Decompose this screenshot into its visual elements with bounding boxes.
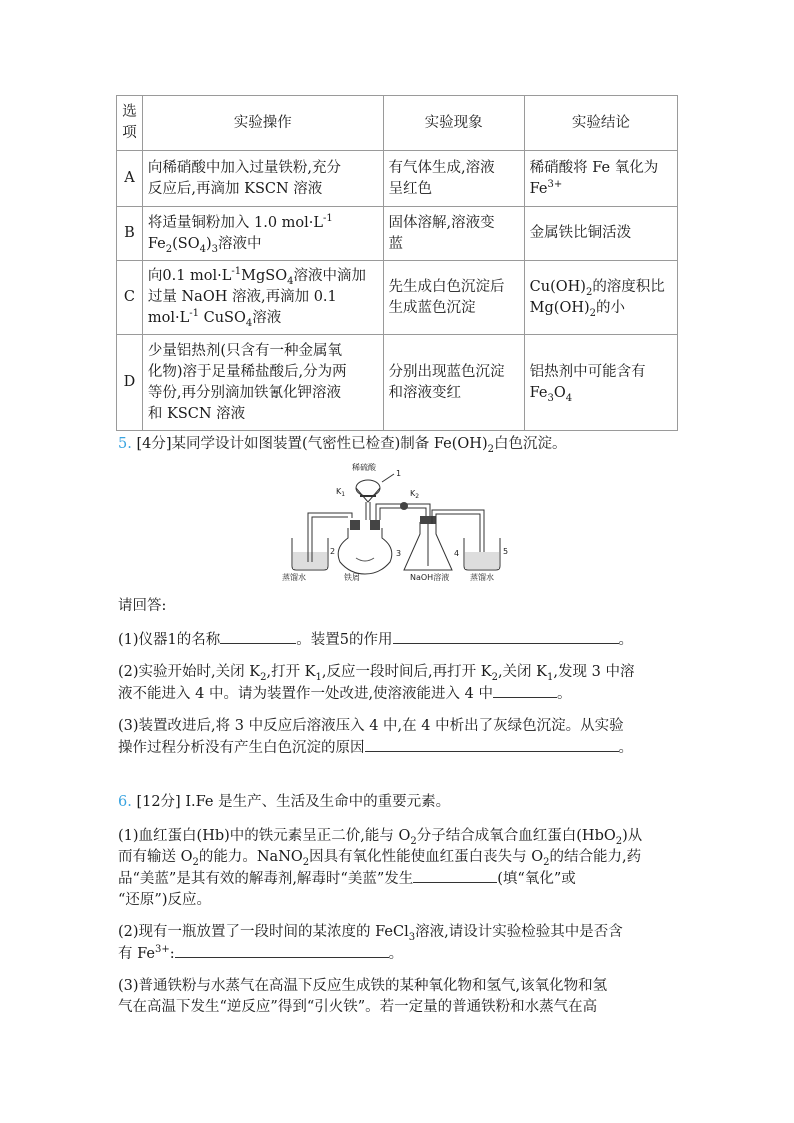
conclusion-line: 稀硝酸将 Fe 氧化为 — [529, 159, 659, 176]
phenomenon-line: 蓝 — [388, 235, 404, 252]
phenomenon-line: 生成蓝色沉淀 — [388, 299, 476, 316]
flask-4 — [404, 516, 459, 582]
formula-part: ) — [205, 235, 212, 252]
operation-text: MgSO — [241, 268, 288, 284]
q5-stem — [118, 434, 678, 455]
row-conclusion — [524, 261, 677, 335]
conclusion-text: Mg(OH) — [529, 299, 590, 316]
operation-text: mol·L — [147, 310, 190, 326]
q5-part3-text: 操作过程分析没有产生白色沉淀的原因 — [118, 740, 365, 756]
row-phenomenon — [383, 261, 524, 335]
operation-line: 向稀硝酸中加入过量铁粉,充分 — [147, 159, 341, 176]
row-operation — [142, 335, 383, 431]
q6-part2-text: 有 Fe — [118, 946, 155, 962]
label-k1 — [336, 487, 345, 498]
superscript: -1 — [189, 308, 199, 320]
subscript: 2 — [585, 286, 593, 298]
row-key: D — [117, 335, 143, 431]
operation-line — [148, 213, 378, 234]
row-phenomenon — [383, 335, 524, 431]
row-key: C — [117, 261, 143, 335]
q6-part1-text: 品“美蓝”是其有效的解毒剂,解毒时“美蓝”发生 — [118, 871, 414, 887]
k1-sub: 1 — [341, 491, 346, 498]
conclusion-line — [530, 179, 672, 200]
stopper-4 — [420, 516, 436, 524]
operation-text: CuSO — [199, 310, 246, 326]
row-conclusion — [524, 151, 677, 207]
q5-part1-end: 。 — [618, 632, 633, 648]
phenomenon-line: 分别出现蓝色沉淀 — [388, 363, 505, 380]
header-option — [117, 96, 143, 151]
beaker-water — [293, 552, 327, 569]
subscript: 4 — [565, 392, 573, 404]
operation-line: 少量铝热剂(只含有一种金属氧 — [147, 342, 343, 359]
q5-stem-text: 白色沉淀。 — [493, 436, 567, 452]
q6-part1-text: 而有输送 O — [118, 849, 193, 865]
label-k2 — [410, 489, 419, 500]
q6-number: 6. — [118, 794, 132, 810]
row-phenomenon — [383, 207, 524, 261]
q5-part3 — [118, 716, 678, 759]
charge: 3+ — [547, 178, 563, 190]
operation-text: 溶液中滴加 — [293, 268, 366, 284]
q5-part2-text: ,关闭 K — [497, 664, 548, 680]
q6-part1-text: 的能力。NaNO — [198, 849, 303, 865]
formula-part: Fe — [147, 235, 166, 252]
table-row — [117, 151, 678, 207]
q6-part3 — [118, 976, 678, 1018]
label-3: 3 — [396, 549, 402, 558]
label-1: 1 — [396, 469, 402, 478]
q5-stem-text: [4分]某同学设计如图装置(气密性已检查)制备 Fe(OH) — [131, 436, 488, 452]
conclusion-text: Cu(OH) — [529, 278, 586, 295]
q6-stem — [118, 792, 678, 813]
row-phenomenon — [383, 151, 524, 207]
answer-blank[interactable] — [393, 629, 619, 644]
q5-part2-end: 。 — [557, 686, 572, 702]
table-header-row — [117, 96, 678, 151]
q5-part3-text: (3)装置改进后,将 3 中反应后溶液压入 4 中,在 4 中析出了灰绿色沉淀。从实验 — [118, 718, 624, 734]
conclusion-line — [530, 277, 672, 298]
row-operation — [142, 261, 383, 335]
phenomenon-line: 固体溶解,溶液变 — [388, 214, 495, 231]
operation-line — [148, 266, 378, 287]
q6-part1-text: “还原”)反应。 — [118, 892, 211, 908]
stopper-left — [350, 520, 360, 530]
q6-part1-text: 的结合能力,药 — [549, 849, 642, 865]
label-water-right: 蒸馏水 — [470, 573, 494, 582]
phenomenon-line: 和溶液变红 — [388, 384, 462, 401]
q6-part2-text: : — [169, 946, 175, 962]
table-row — [117, 335, 678, 431]
operation-text: 向0.1 mol·L — [147, 268, 232, 284]
subscript: 4 — [199, 243, 206, 255]
phenomenon-line: 先生成白色沉淀后 — [388, 278, 505, 295]
subscript: 2 — [491, 671, 498, 683]
row-key: A — [117, 151, 143, 207]
q6-part2-text: (2)现有一瓶放置了一段时间的某浓度的 FeCl — [118, 924, 409, 940]
operation-text: 溶液 — [252, 310, 282, 326]
q5-part2-text: 液不能进入 4 中。请为装置作一处改进,使溶液能进入 4 中 — [118, 686, 493, 702]
operation-line: 过量 NaOH 溶液,再滴加 0.1 — [147, 289, 337, 305]
answer-blank[interactable] — [175, 943, 389, 958]
subscript: 2 — [165, 243, 173, 255]
subscript: 3 — [408, 931, 416, 943]
operation-line: 和 KSCN 溶液 — [147, 405, 246, 422]
q5-part1 — [118, 629, 678, 651]
subscript: 1 — [315, 671, 322, 683]
q5-prompt: 请回答: — [118, 598, 167, 614]
q5-part1-text: 。装置5的作用 — [296, 632, 393, 648]
conclusion-text: 的小 — [596, 299, 626, 316]
stopper-right — [370, 520, 380, 530]
k2-text: K — [410, 489, 416, 498]
q6-part2 — [118, 922, 678, 965]
q5-part2-text: ,反应一段时间后,再打开 K — [321, 664, 492, 680]
subscript: 4 — [245, 317, 253, 329]
label-naoh: NaOH溶液 — [410, 573, 450, 582]
phenomenon-line: 呈红色 — [388, 180, 433, 197]
superscript: -1 — [231, 266, 242, 278]
label-acid: 稀硫酸 — [352, 463, 376, 472]
k2-sub: 2 — [415, 493, 420, 500]
q5-number: 5. — [118, 436, 132, 452]
q5-part2-text: ,发现 3 中溶 — [553, 664, 635, 680]
answer-blank[interactable] — [493, 683, 557, 698]
pointer-1 — [382, 474, 394, 482]
row-operation — [142, 151, 383, 207]
label-5: 5 — [503, 547, 509, 556]
q6-part2-text: 溶液,请设计实验检验其中是否含 — [415, 924, 623, 940]
label-water-left: 蒸馏水 — [282, 573, 306, 582]
conclusion-text: O — [553, 384, 566, 401]
beaker-water — [465, 552, 499, 569]
subscript: 2 — [543, 856, 550, 868]
beaker-5 — [464, 538, 508, 582]
header-conclusion: 实验结论 — [524, 96, 677, 151]
conclusion-line — [530, 383, 672, 404]
conclusion-line: 铝热剂中可能含有 — [529, 363, 646, 380]
q6-part1 — [118, 826, 678, 911]
formula-part: (SO — [172, 235, 200, 252]
superscript: -1 — [323, 212, 333, 224]
q6-part1-text: (1)血红蛋白(Hb)中的铁元素呈正二价,能与 O — [118, 828, 411, 844]
q6-part1-text: )从 — [622, 828, 643, 844]
row-operation — [142, 207, 383, 261]
row-key: B — [117, 207, 143, 261]
superscript: 3+ — [154, 944, 170, 956]
q5-part2-text: (2)实验开始时,关闭 K — [118, 664, 261, 680]
operation-line — [148, 234, 378, 255]
operation-line: 化物)溶于足量稀盐酸后,分为两 — [147, 363, 347, 380]
row-conclusion: 金属铁比铜活泼 — [524, 207, 677, 261]
flask-3 — [338, 520, 401, 582]
q6-part3-text: 气在高温下发生“逆反应”得到“引火铁”。若一定量的普通铁粉和水蒸气在高 — [118, 999, 598, 1015]
header-operation: 实验操作 — [142, 96, 383, 151]
operation-line: 反应后,再滴加 KSCN 溶液 — [147, 180, 323, 197]
answer-blank[interactable] — [220, 629, 296, 644]
q6-part1-text: 分子结合成氧合血红蛋白(HbO — [416, 828, 616, 844]
phenomenon-line: 有气体生成,溶液 — [388, 159, 495, 176]
conclusion-text: 的溶度积比 — [592, 278, 665, 295]
table-row — [117, 207, 678, 261]
operation-line: 等份,再分别滴加铁氰化钾溶液 — [147, 384, 341, 401]
operation-text: 将适量铜粉加入 1.0 mol·L — [147, 214, 324, 231]
operation-line — [148, 308, 378, 329]
label-4: 4 — [454, 549, 460, 558]
subscript: 2 — [260, 671, 267, 683]
q6-part3-text: (3)普通铁粉与水蒸气在高温下反应生成铁的某种氧化物和氢气,该氧化物和氢 — [118, 978, 608, 994]
q5-part2-text: ,打开 K — [266, 664, 316, 680]
subscript: 2 — [192, 856, 199, 868]
options-table — [116, 95, 678, 431]
subscript: 1 — [547, 671, 554, 683]
label-iron: 铁屑 — [344, 573, 360, 582]
conclusion-text: Fe — [529, 384, 548, 401]
k1-text: K — [336, 487, 342, 496]
conclusion-line — [530, 298, 672, 319]
row-conclusion — [524, 335, 677, 431]
header-phenomenon: 实验现象 — [383, 96, 524, 151]
header-option-line2: 项 — [122, 125, 137, 141]
subscript: 2 — [615, 835, 623, 847]
valve-k2 — [400, 502, 408, 510]
subscript: 3 — [211, 243, 219, 255]
formula-part: 溶液中 — [218, 235, 262, 252]
fe-text: Fe — [529, 180, 548, 197]
label-2: 2 — [330, 547, 336, 556]
subscript: 2 — [302, 856, 310, 868]
q6-stem-text: [12分] Ⅰ.Fe 是生产、生活及生命中的重要元素。 — [131, 794, 451, 810]
subscript: 4 — [287, 275, 294, 287]
header-option-line1: 选 — [122, 104, 137, 120]
subscript: 2 — [487, 443, 494, 455]
q6-part1-text: (填“氧化”或 — [497, 871, 576, 887]
q5-part1-text: (1)仪器1的名称 — [118, 632, 221, 648]
subscript: 2 — [589, 307, 597, 319]
subscript: 3 — [547, 392, 554, 404]
q5-part3-end: 。 — [618, 740, 633, 756]
answer-blank[interactable] — [365, 737, 619, 752]
subscript: 2 — [410, 835, 417, 847]
answer-blank[interactable] — [413, 868, 497, 883]
beaker-2 — [282, 538, 335, 582]
q6-part2-end: 。 — [388, 946, 404, 962]
table-row — [117, 261, 678, 335]
q6-part1-text: 因具有氧化性能使血红蛋白丧失与 O — [309, 849, 544, 865]
q5-part2 — [118, 662, 678, 705]
funnel-1 — [336, 462, 401, 520]
apparatus-figure — [270, 458, 530, 586]
